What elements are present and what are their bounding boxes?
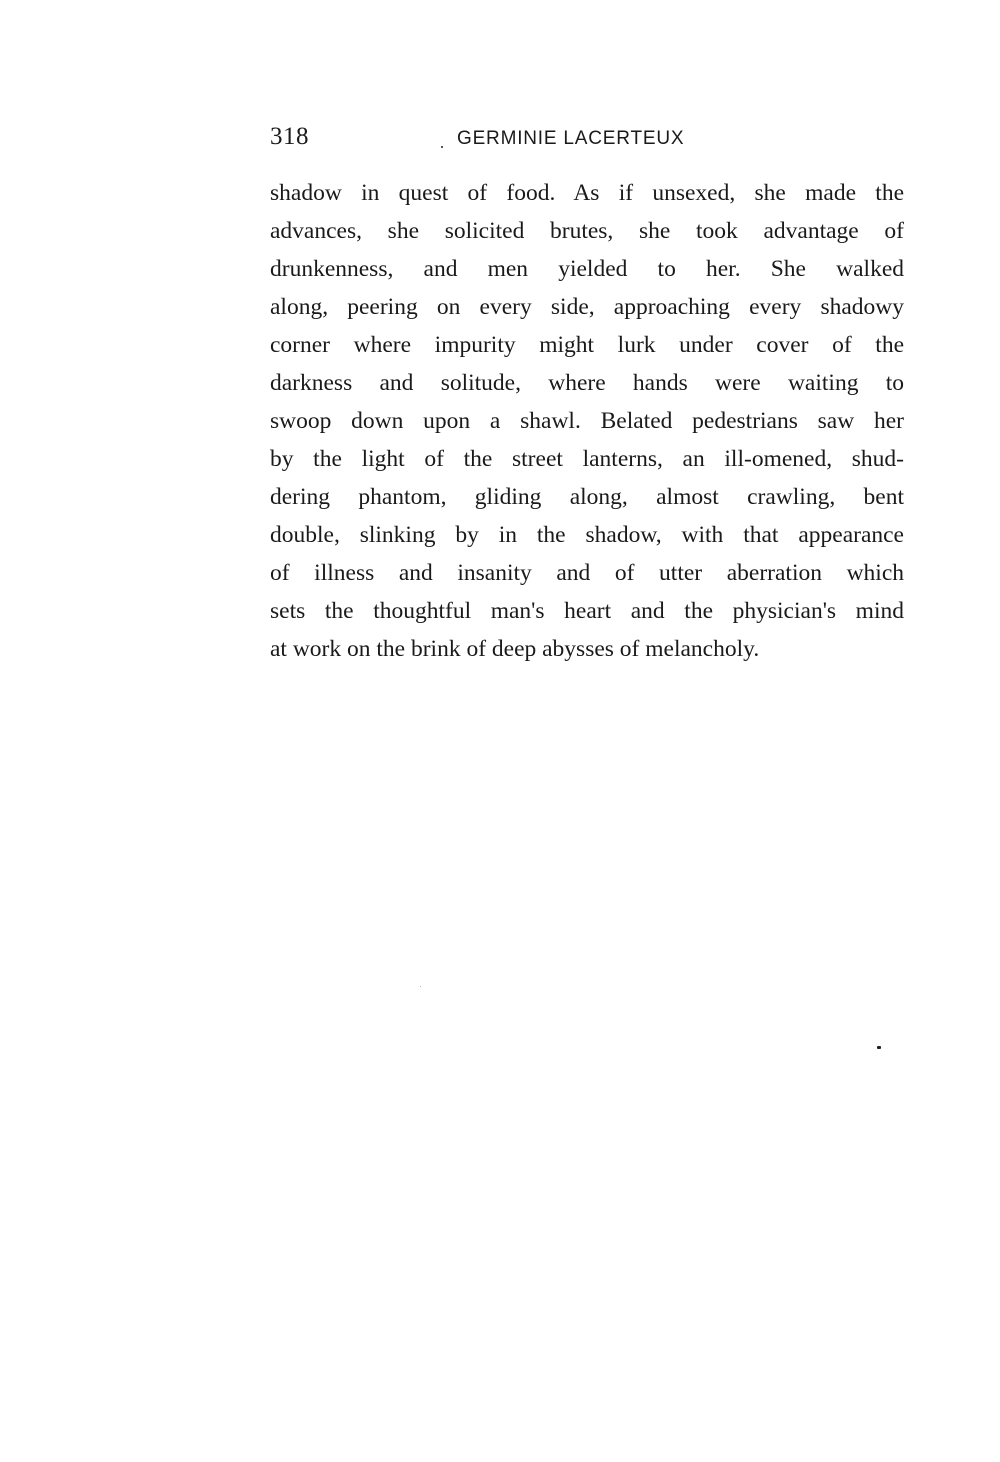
print-speck: [441, 146, 443, 148]
text-line: advances, she solicited brutes, she took advantage of: [270, 218, 904, 244]
text-line: by the light of the street lanterns, an ill-omened, shud-: [270, 446, 904, 472]
text-line: at work on the brink of deep abysses of melancholy.: [270, 636, 760, 662]
text-line: shadow in quest of food. As if unsexed, she made the: [270, 180, 904, 206]
text-line: along, peering on every side, approaching every shadowy: [270, 294, 904, 320]
text-line: dering phantom, gliding along, almost crawling, bent: [270, 484, 904, 510]
text-line: darkness and solitude, where hands were waiting to: [270, 370, 904, 396]
text-line: sets the thoughtful man's heart and the physician's mind: [270, 598, 904, 624]
print-speck: [420, 986, 421, 987]
body-paragraph: [270, 174, 904, 668]
text-line: double, slinking by in the shadow, with that appearance: [270, 522, 904, 548]
text-line: of illness and insanity and of utter aberration which: [270, 560, 904, 586]
running-title: GERMINIE LACERTEUX: [457, 128, 685, 149]
text-line: corner where impurity might lurk under cover of the: [270, 332, 904, 358]
text-line: swoop down upon a shawl. Belated pedestrians saw her: [270, 408, 904, 434]
print-speck: [877, 1046, 881, 1049]
page-number: 318: [270, 123, 309, 150]
text-line: drunkenness, and men yielded to her. She walked: [270, 256, 904, 282]
